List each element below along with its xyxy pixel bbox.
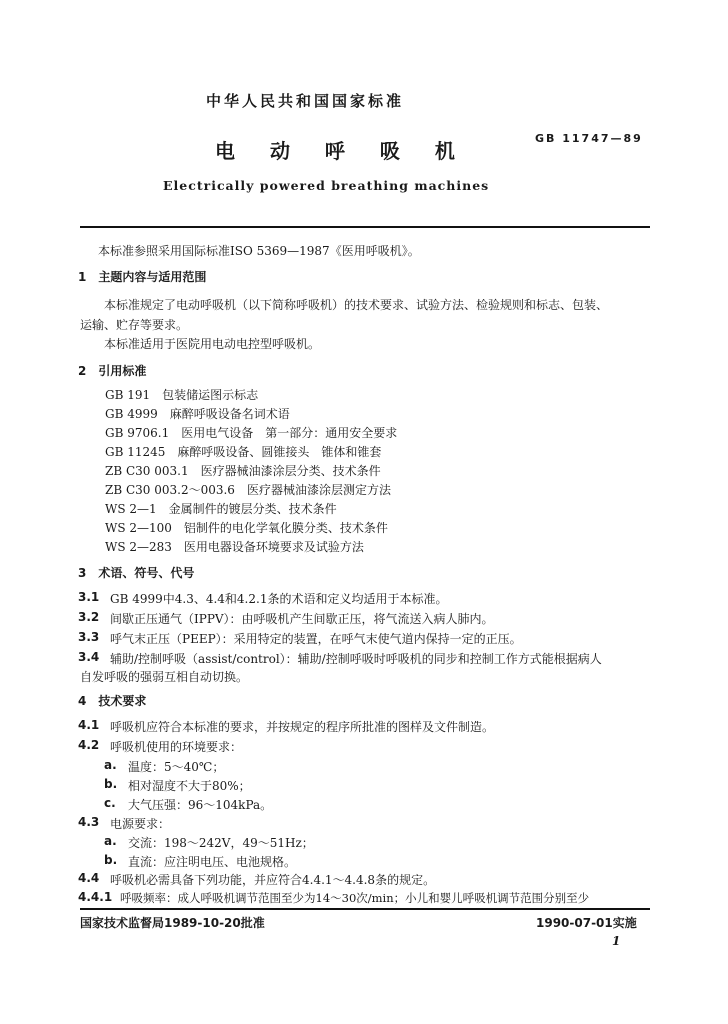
section-1-paragraph-1-line-1: 本标准规定了电动呼吸机（以下简称呼吸机）的技术要求、试验方法、检验规则和标志、包装、 xyxy=(104,298,609,312)
list-label: a. xyxy=(104,758,117,772)
reference-item: GB 191 包装储运图示标志 xyxy=(105,388,259,402)
english-title: Electrically powered breathing machines xyxy=(163,178,490,193)
list-item: 直流：应注明电压、电池规格。 xyxy=(128,855,297,869)
clause-number: 4.2 xyxy=(78,738,100,752)
reference-item: GB 9706.1 医用电气设备 第一部分：通用安全要求 xyxy=(105,426,398,440)
section-3-heading: 3 术语、符号、代号 xyxy=(78,566,195,580)
clause-text: 呼气末正压（PEEP）：采用特定的装置，在呼气末使气道内保持一定的正压。 xyxy=(110,632,522,646)
clause-number: 3.4 xyxy=(78,650,100,664)
section-2-heading: 2 引用标准 xyxy=(78,364,147,378)
org-title: 中华人民共和国国家标准 xyxy=(206,92,405,110)
header-divider xyxy=(80,226,650,228)
clause-text: 呼吸频率：成人呼吸机调节范围至少为14～30次/min；小儿和婴儿呼吸机调节范围分别至少 xyxy=(120,891,590,905)
list-item: 交流：198～242V，49～51Hz； xyxy=(128,836,314,850)
effective-date: 1990-07-01实施 xyxy=(536,916,637,930)
list-item: 大气压强：96～104kPa。 xyxy=(128,798,273,812)
list-label: b. xyxy=(104,777,118,791)
list-label: b. xyxy=(104,853,118,867)
section-1-paragraph-2: 本标准适用于医院用电动电控型呼吸机。 xyxy=(104,337,321,351)
doc-title: 电 动 呼 吸 机 xyxy=(215,139,469,163)
clause-number: 4.3 xyxy=(78,815,100,829)
intro-text: 本标准参照采用国际标准ISO 5369—1987《医用呼吸机》。 xyxy=(98,244,420,258)
clause-text: 辅助/控制呼吸（assist/control）：辅助/控制呼吸时呼吸机的同步和控制工作方式能根据病人 xyxy=(110,652,602,666)
clause-number: 3.2 xyxy=(78,610,100,624)
clause-number: 4.1 xyxy=(78,718,100,732)
list-item: 温度：5～40℃； xyxy=(128,760,225,774)
reference-item: WS 2—283 医用电器设备环境要求及试验方法 xyxy=(105,540,364,554)
page-number: 1 xyxy=(612,934,621,948)
reference-item: ZB C30 003.1 医疗器械油漆涂层分类、技术条件 xyxy=(105,464,381,478)
section-1-paragraph-1-line-2: 运输、贮存等要求。 xyxy=(80,318,189,332)
approval-note: 国家技术监督局1989-10-20批准 xyxy=(80,916,265,930)
reference-item: GB 4999 麻醉呼吸设备名词术语 xyxy=(105,407,290,421)
standard-code: GB 11747—89 xyxy=(535,132,643,145)
list-item: 相对湿度不大于80%； xyxy=(128,779,251,793)
clause-text-continuation: 自发呼吸的强弱互相自动切换。 xyxy=(80,670,249,684)
reference-item: WS 2—1 金属制件的镀层分类、技术条件 xyxy=(105,502,337,516)
reference-item: ZB C30 003.2～003.6 医疗器械油漆涂层测定方法 xyxy=(105,483,391,497)
clause-text: 呼吸机应符合本标准的要求，并按规定的程序所批准的图样及文件制造。 xyxy=(110,720,495,734)
clause-number: 4.4 xyxy=(78,871,100,885)
reference-item: WS 2—100 铝制件的电化学氧化膜分类、技术条件 xyxy=(105,521,388,535)
clause-number: 3.1 xyxy=(78,590,100,604)
clause-text: GB 4999中4.3、4.4和4.2.1条的术语和定义均适用于本标准。 xyxy=(110,592,448,606)
footer-divider xyxy=(80,908,650,910)
list-label: c. xyxy=(104,796,116,810)
clause-text: 间歇正压通气（IPPV）：由呼吸机产生间歇正压，将气流送入病人肺内。 xyxy=(110,612,494,626)
clause-text: 呼吸机必需具备下列功能，并应符合4.4.1～4.4.8条的规定。 xyxy=(110,873,436,887)
clause-text: 电源要求： xyxy=(110,817,171,831)
reference-item: GB 11245 麻醉呼吸设备、圆锥接头 锥体和锥套 xyxy=(105,445,382,459)
clause-number: 3.3 xyxy=(78,630,100,644)
clause-number: 4.4.1 xyxy=(78,890,113,904)
section-1-heading: 1 主题内容与适用范围 xyxy=(78,270,207,284)
list-label: a. xyxy=(104,834,117,848)
section-4-heading: 4 技术要求 xyxy=(78,694,147,708)
clause-text: 呼吸机使用的环境要求： xyxy=(110,740,243,754)
